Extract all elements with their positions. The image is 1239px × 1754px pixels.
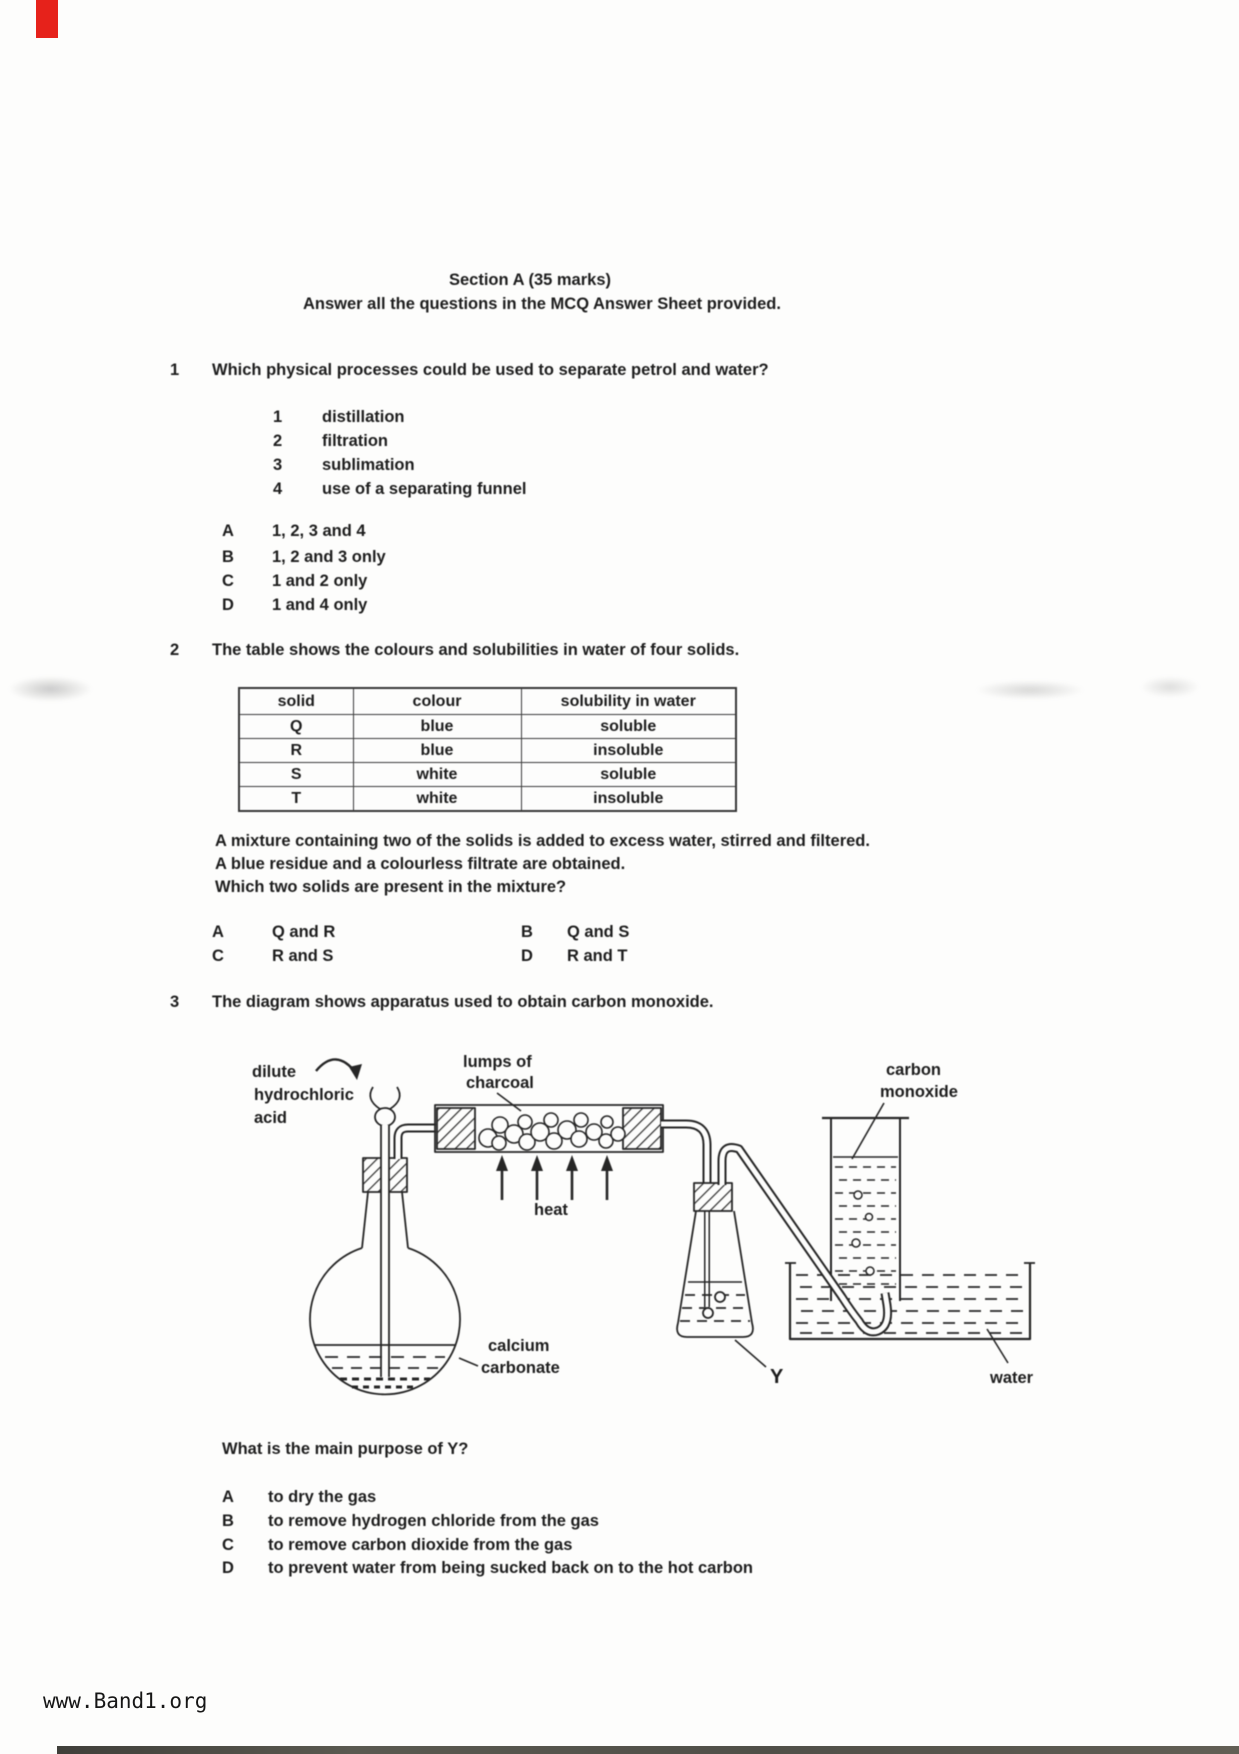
jar-bubbles	[852, 1191, 874, 1275]
table-cell: soluble	[521, 715, 736, 739]
label-acid: acid	[254, 1109, 288, 1127]
table-header-cell: solubility in water	[521, 688, 736, 715]
table-cell: white	[353, 763, 521, 787]
table-row	[239, 763, 736, 787]
thistle-funnel-mouth	[370, 1087, 380, 1109]
q1-item-text: use of a separating funnel	[322, 480, 527, 498]
conical-bubble	[715, 1292, 725, 1302]
label-heat: heat	[534, 1201, 568, 1219]
table-cell: insoluble	[521, 787, 736, 812]
label-y: Y	[770, 1366, 784, 1388]
delivery-tube	[661, 1124, 707, 1185]
label-carbon: carbon	[886, 1061, 942, 1079]
charcoal-lumps	[479, 1113, 625, 1150]
apparatus-diagram	[230, 1045, 1050, 1400]
q1-item-text: filtration	[322, 432, 388, 450]
scan-noise	[8, 676, 93, 702]
q2-option-letter: C	[212, 947, 224, 965]
label-water: water	[990, 1369, 1034, 1387]
q2-option-text: Q and R	[272, 923, 336, 941]
table-header-row	[239, 688, 736, 715]
q3-option-text: to remove hydrogen chloride from the gas	[268, 1512, 599, 1530]
scan-noise	[975, 680, 1085, 700]
label-lumps-of: lumps of	[463, 1053, 532, 1071]
table-header-cell: solid	[239, 688, 353, 715]
thistle-funnel-bulb	[375, 1108, 395, 1126]
solubility-table	[238, 687, 737, 812]
heat-arrowheads	[496, 1155, 613, 1171]
table-cell: T	[239, 787, 353, 812]
q1-item-num: 2	[273, 432, 283, 450]
q2-option-text: R and S	[272, 947, 334, 965]
q1-item-text: distillation	[322, 408, 405, 426]
q3-option-letter: D	[222, 1559, 234, 1577]
conical-flask	[677, 1211, 753, 1337]
table-row	[239, 715, 736, 739]
table-cell: R	[239, 739, 353, 763]
watermark-url: www.Band1.org	[43, 1689, 208, 1713]
q2-para1: A mixture containing two of the solids is added to excess water, stirred and filtered.	[215, 832, 870, 850]
table-cell: Q	[239, 715, 353, 739]
q1-option-text: 1 and 2 only	[272, 572, 368, 590]
table-cell: blue	[353, 715, 521, 739]
q3-option-letter: A	[222, 1488, 234, 1506]
q2-option-letter: A	[212, 923, 224, 941]
table-cell: blue	[353, 739, 521, 763]
q2-number: 2	[170, 641, 180, 659]
q1-option-text: 1, 2, 3 and 4	[272, 522, 366, 540]
flask-neck	[362, 1192, 368, 1248]
q1-item-text: sublimation	[322, 456, 415, 474]
q2-option-letter: B	[521, 923, 533, 941]
q3-number: 3	[170, 993, 180, 1011]
q1-item-num: 4	[273, 480, 283, 498]
table-header-cell: colour	[353, 688, 521, 715]
q1-option-letter: D	[222, 596, 234, 614]
q3-option-text: to remove carbon dioxide from the gas	[268, 1536, 573, 1554]
flask-neck	[402, 1192, 408, 1248]
table-row	[239, 739, 736, 763]
acid-pour-arrow	[316, 1059, 356, 1073]
q2-stem: The table shows the colours and solubilities in water of four solids.	[212, 641, 740, 659]
label-monoxide: monoxide	[880, 1083, 958, 1101]
q3-stem: The diagram shows apparatus used to obtain carbon monoxide.	[212, 993, 714, 1011]
tube-stopper-left	[437, 1108, 475, 1149]
q1-option-letter: C	[222, 572, 234, 590]
table-cell: white	[353, 787, 521, 812]
q2-option-letter: D	[521, 947, 533, 965]
delivery-tube	[398, 1128, 436, 1159]
q1-number: 1	[170, 361, 180, 379]
table-row	[239, 787, 736, 812]
jar-water	[835, 1167, 896, 1284]
scan-edge-bar	[57, 1746, 1239, 1754]
q2-option-text: Q and S	[567, 923, 630, 941]
q1-option-text: 1, 2 and 3 only	[272, 548, 386, 566]
red-bookmark	[36, 0, 58, 38]
table-cell: soluble	[521, 763, 736, 787]
q2-option-text: R and T	[567, 947, 628, 965]
q3-option-text: to prevent water from being sucked back on to the hot carbon	[268, 1559, 753, 1577]
thistle-funnel-mouth	[390, 1087, 400, 1109]
label-hydrochloric: hydrochloric	[254, 1086, 354, 1104]
q3-question: What is the main purpose of Y?	[222, 1440, 469, 1458]
label-dilute: dilute	[252, 1063, 296, 1081]
q1-stem: Which physical processes could be used to separate petrol and water?	[212, 361, 769, 379]
conical-flask-stopper	[694, 1183, 732, 1211]
table-cell: insoluble	[521, 739, 736, 763]
conical-bubble	[703, 1308, 713, 1318]
q3-option-text: to dry the gas	[268, 1488, 377, 1506]
label-charcoal: charcoal	[466, 1074, 534, 1092]
section-instruction: Answer all the questions in the MCQ Answer Sheet provided.	[303, 295, 781, 313]
label-carbonate: carbonate	[481, 1359, 560, 1377]
q1-item-num: 1	[273, 408, 283, 426]
q2-para3: Which two solids are present in the mixture?	[215, 878, 567, 896]
glassware	[310, 1087, 1035, 1394]
heat-arrows	[502, 1167, 607, 1200]
table-cell: S	[239, 763, 353, 787]
q1-item-num: 3	[273, 456, 283, 474]
q1-option-text: 1 and 4 only	[272, 596, 368, 614]
q2-para2: A blue residue and a colourless filtrate are obtained.	[215, 855, 626, 873]
q3-option-letter: C	[222, 1536, 234, 1554]
tube-stopper-right	[623, 1108, 661, 1149]
q1-option-letter: A	[222, 522, 234, 540]
scan-noise	[1140, 676, 1200, 698]
q1-option-letter: B	[222, 548, 234, 566]
q3-option-letter: B	[222, 1512, 234, 1530]
section-title: Section A (35 marks)	[449, 271, 612, 289]
label-calcium: calcium	[488, 1337, 550, 1355]
